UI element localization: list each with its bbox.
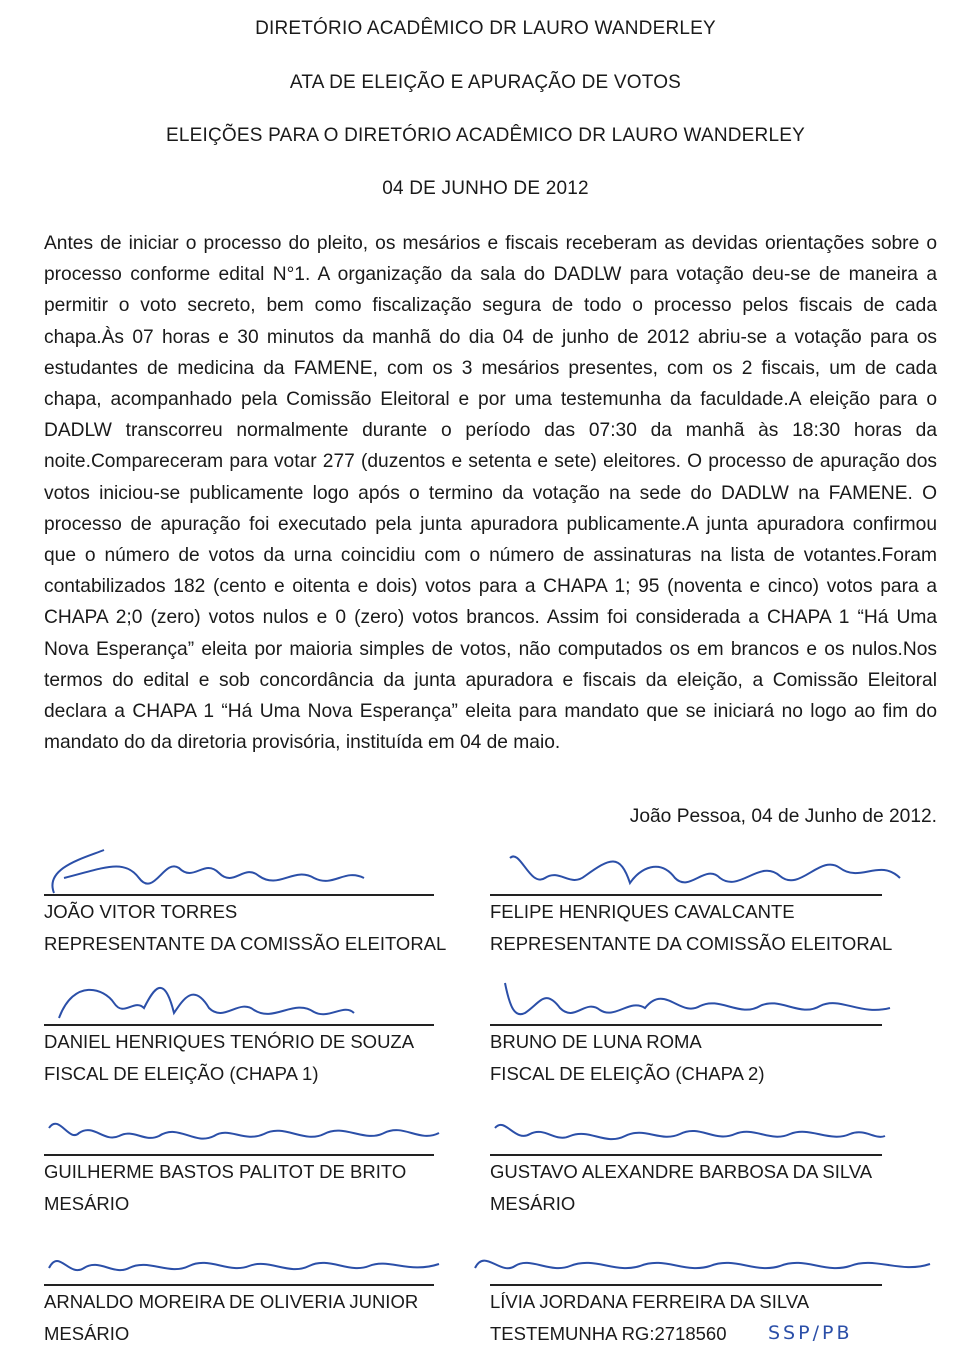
header-institution: DIRETÓRIO ACADÊMICO DR LAURO WANDERLEY [255,18,716,39]
signatory-name: ARNALDO MOREIRA DE OLIVERIA JUNIOR [44,1290,419,1312]
signatory-name: FELIPE HENRIQUES CAVALCANTE [490,900,795,922]
handwritten-signature [490,1098,910,1154]
signature-block-joao [44,838,464,960]
signature-block-guilherme [44,1098,464,1220]
signatory-role: MESÁRIO [44,1322,130,1344]
signatory-role: FISCAL DE ELEIÇÃO (CHAPA 1) [44,1062,319,1084]
handwritten-signature [44,968,464,1024]
signatory-role: TESTEMUNHA RG:2718560 [490,1322,727,1344]
signatory-name: JOÃO VITOR TORRES [44,900,238,922]
signature-block-felipe [490,838,910,960]
handwritten-signature [470,1228,940,1284]
signature-block-bruno [490,968,910,1090]
signatory-name: GUSTAVO ALEXANDRE BARBOSA DA SILVA [490,1160,873,1182]
signatory-role: MESÁRIO [44,1192,130,1214]
signatory-name: DANIEL HENRIQUES TENÓRIO DE SOUZA [44,1030,415,1052]
signatory-role: MESÁRIO [490,1192,576,1214]
header-election-title: ELEIÇÕES PARA O DIRETÓRIO ACADÊMICO DR LAURO WANDERLEY [166,125,805,146]
signatory-name: LÍVIA JORDANA FERREIRA DA SILVA [490,1290,810,1312]
handwritten-signature [44,1098,464,1154]
signatory-name: BRUNO DE LUNA ROMA [490,1030,702,1052]
signatory-name: GUILHERME BASTOS PALITOT DE BRITO [44,1160,407,1182]
issuer-stamp: SSP/PB [768,1322,853,1344]
signatory-role: REPRESENTANTE DA COMISSÃO ELEITORAL [44,932,447,954]
header-date: 04 DE JUNHO DE 2012 [382,178,589,199]
header-document-type: ATA DE ELEIÇÃO E APURAÇÃO DE VOTOS [289,72,682,93]
handwritten-signature [490,838,910,894]
place-date: João Pessoa, 04 de Junho de 2012. [629,806,937,827]
handwritten-signature [44,1228,464,1284]
handwritten-signature [44,838,464,894]
signature-block-daniel [44,968,464,1090]
signatory-role: REPRESENTANTE DA COMISSÃO ELEITORAL [490,932,893,954]
signature-block-arnaldo [44,1228,464,1350]
signature-block-gustavo [490,1098,910,1220]
minutes-body: Antes de iniciar o processo do pleito, os mesários e fiscais receberam as devidas orientações sobre o processo conforme edital N°1. A organização da sala do DADLW para votação deu-se de maneira a permitir o voto secreto, bem como fiscalização segura de todo o processo pelos fiscais de cada chapa.Às 07 horas e 30 minutos da manhã do dia 04 de junho de 2012 abriu-se a votação para os estudantes de medicina da FAMENE, com os 3 mesários presentes, com os 2 fiscais, um de cada chapa, acompanhado pela Comissão Eleitoral e por uma testemunha da faculdade.A eleição para o DADLW transcorreu normalmente durante o período das 07:30 da manhã às 18:30 horas da noite.Compareceram para votar 277 (duzentos e setenta e sete) eleitores. O processo de apuração dos votos iniciou-se publicamente logo após o termino da votação na sede do DADLW na FAMENE. O processo de apuração foi executado pela junta apuradora publicamente.A junta apuradora confirmou que o número de votos da urna coincidiu com o número de assinaturas na lista de votantes.Foram contabilizados 182 (cento e oitenta e dois) votos para a CHAPA 1; 95 (noventa e cinco) votos para a CHAPA 2;0 (zero) votos nulos e 0 (zero) votos brancos. Assim foi considerada a CHAPA 1 “Há Uma Nova Esperança” eleita por maioria simples de votos, não computados os em brancos e os nulos.Nos termos do edital e sob concordância da junta apuradora e fiscais da eleição, a Comissão Eleitoral declara a CHAPA 1 “Há Uma Nova Esperança” eleita para mandato que se iniciará no logo ao fim do mandato do da diretoria provisória, instituída em 04 de maio. [44,233,937,754]
signatory-role: FISCAL DE ELEIÇÃO (CHAPA 2) [490,1062,765,1084]
handwritten-signature [490,968,910,1024]
